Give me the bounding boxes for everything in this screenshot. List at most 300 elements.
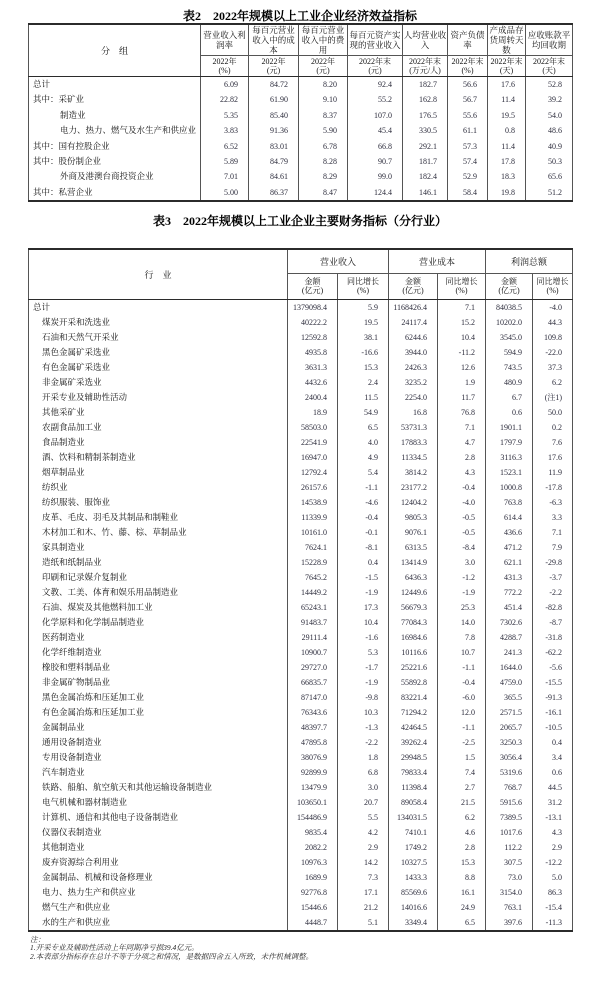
table-row xyxy=(29,675,573,690)
table-row xyxy=(29,495,573,510)
revenue-growth-value: -1.7 xyxy=(338,660,389,675)
revenue-growth-value: 14.2 xyxy=(338,855,389,870)
industry-label: 食品制造业 xyxy=(29,435,288,450)
industry-label: 金属制品业 xyxy=(29,720,288,735)
revenue-amount-value: 76343.6 xyxy=(288,705,338,720)
table-row xyxy=(29,185,573,201)
revenue-amount-value: 92899.9 xyxy=(288,765,338,780)
profit-growth-value: 4.3 xyxy=(533,825,573,840)
table3-sub-growth xyxy=(438,273,486,299)
cost-growth-value: -8.4 xyxy=(438,540,486,555)
profit-growth-value: 3.4 xyxy=(533,750,573,765)
profit-growth-value: -10.5 xyxy=(533,720,573,735)
revenue-per-capita-value: 181.7 xyxy=(403,154,448,169)
cost-amount-value: 6436.3 xyxy=(389,570,438,585)
revenue-amount-value: 40222.2 xyxy=(288,315,338,330)
profit-growth-value: 3.3 xyxy=(533,510,573,525)
cost-amount-value: 11398.4 xyxy=(389,780,438,795)
group-label: 其中：国有控股企业 xyxy=(29,139,201,154)
industry-label: 废弃资源综合利用业 xyxy=(29,855,288,870)
profit-growth-value: 5.0 xyxy=(533,870,573,885)
profit-growth-value: -12.2 xyxy=(533,855,573,870)
cost-amount-value: 79833.4 xyxy=(389,765,438,780)
revenue-amount-value: 47895.8 xyxy=(288,735,338,750)
expense-per-100-value: 8.20 xyxy=(299,77,348,93)
period-line: 2022年末 xyxy=(533,56,565,66)
cost-growth-value: 10.4 xyxy=(438,330,486,345)
revenue-amount-value: 14538.9 xyxy=(288,495,338,510)
profit-margin-value: 6.09 xyxy=(201,77,249,93)
industry-label: 金属制品、机械和设备修理业 xyxy=(29,870,288,885)
table-row xyxy=(29,855,573,870)
revenue-per-capita-value: 162.8 xyxy=(403,92,448,107)
sub-label: 金额 xyxy=(304,276,321,286)
table-row xyxy=(29,570,573,585)
profit-amount-value: 1000.8 xyxy=(486,480,533,495)
revenue-amount-value: 65243.1 xyxy=(288,600,338,615)
table3-group-total-profit: 利润总额 xyxy=(486,249,573,273)
table-row xyxy=(29,465,573,480)
table3-stub-header: 行 业 xyxy=(29,249,288,299)
profit-margin-value: 3.83 xyxy=(201,123,249,138)
profit-growth-value: -6.3 xyxy=(533,495,573,510)
revenue-amount-value: 13479.9 xyxy=(288,780,338,795)
profit-amount-value: 84038.5 xyxy=(486,299,533,315)
industry-label: 非金属矿物制品业 xyxy=(29,675,288,690)
table-row xyxy=(29,420,573,435)
revenue-per-capita-value: 330.5 xyxy=(403,123,448,138)
table-row xyxy=(29,77,573,93)
industry-label: 家具制造业 xyxy=(29,540,288,555)
table-row xyxy=(29,720,573,735)
cost-amount-value: 56679.3 xyxy=(389,600,438,615)
receivables-recovery-value: 65.6 xyxy=(526,169,573,184)
revenue-per-100-assets-value: 99.0 xyxy=(348,169,403,184)
profit-amount-value: 4759.0 xyxy=(486,675,533,690)
cost-amount-value: 3814.2 xyxy=(389,465,438,480)
cost-growth-value: 7.1 xyxy=(438,420,486,435)
inventory-turnover-days-value: 11.4 xyxy=(488,139,526,154)
table3-sub-growth xyxy=(338,273,389,299)
revenue-amount-value: 12592.8 xyxy=(288,330,338,345)
sub-unit: (%) xyxy=(357,286,369,296)
receivables-recovery-value: 51.2 xyxy=(526,185,573,201)
cost-per-100-value: 84.61 xyxy=(249,169,299,184)
table-row xyxy=(29,375,573,390)
cost-growth-value: 6.2 xyxy=(438,810,486,825)
revenue-growth-value: 4.9 xyxy=(338,450,389,465)
revenue-growth-value: -16.6 xyxy=(338,345,389,360)
revenue-amount-value: 1689.9 xyxy=(288,870,338,885)
revenue-per-100-assets-value: 124.4 xyxy=(348,185,403,201)
profit-growth-value: -22.0 xyxy=(533,345,573,360)
revenue-amount-value: 4935.8 xyxy=(288,345,338,360)
table2-col-revenue-per-100-assets: 每百元资产实现的营业收入 xyxy=(348,24,403,56)
revenue-amount-value: 7645.2 xyxy=(288,570,338,585)
group-label: 电力、热力、燃气及水生产和供应业 xyxy=(29,123,201,138)
revenue-amount-value: 12792.4 xyxy=(288,465,338,480)
profit-amount-value: 772.2 xyxy=(486,585,533,600)
table-row xyxy=(29,885,573,900)
industry-label: 电气机械和器材制造业 xyxy=(29,795,288,810)
profit-amount-value: 2571.5 xyxy=(486,705,533,720)
revenue-growth-value: 21.2 xyxy=(338,900,389,915)
asset-liability-ratio-value: 57.3 xyxy=(448,139,488,154)
cost-amount-value: 77084.3 xyxy=(389,615,438,630)
table2-unit-cell xyxy=(403,56,448,77)
profit-growth-value: 0.2 xyxy=(533,420,573,435)
cost-growth-value: 10.7 xyxy=(438,645,486,660)
unit-line: (元) xyxy=(368,66,382,75)
asset-liability-ratio-value: 61.1 xyxy=(448,123,488,138)
revenue-amount-value: 103650.1 xyxy=(288,795,338,810)
footnote-item: 2.本表部分指标存在总计不等于分项之和情况，是数据四舍五入所致，未作机械调整。 xyxy=(30,951,314,961)
industry-label: 总计 xyxy=(29,299,288,315)
industry-label: 文教、工美、体育和娱乐用品制造业 xyxy=(29,585,288,600)
industry-label: 纺织业 xyxy=(29,480,288,495)
receivables-recovery-value: 39.2 xyxy=(526,92,573,107)
cost-growth-value: -0.5 xyxy=(438,525,486,540)
revenue-growth-value: 20.7 xyxy=(338,795,389,810)
cost-growth-value: 12.0 xyxy=(438,705,486,720)
table-row xyxy=(29,765,573,780)
profit-growth-value: -15.4 xyxy=(533,900,573,915)
period-line: 2022年 xyxy=(212,56,237,66)
period-line: 2022年 xyxy=(261,56,286,66)
profit-growth-value: 7.9 xyxy=(533,540,573,555)
unit-line: (%) xyxy=(461,66,474,75)
industry-label: 造纸和纸制品业 xyxy=(29,555,288,570)
expense-per-100-value: 8.47 xyxy=(299,185,348,201)
cost-growth-value: 7.8 xyxy=(438,630,486,645)
unit-line: (天) xyxy=(499,66,514,75)
expense-per-100-value: 5.90 xyxy=(299,123,348,138)
profit-amount-value: 0.6 xyxy=(486,405,533,420)
table-row xyxy=(29,139,573,154)
profit-amount-value: 6.7 xyxy=(486,390,533,405)
asset-liability-ratio-value: 57.4 xyxy=(448,154,488,169)
profit-amount-value: 763.1 xyxy=(486,900,533,915)
revenue-per-100-assets-value: 66.8 xyxy=(348,139,403,154)
revenue-amount-value: 29727.0 xyxy=(288,660,338,675)
cost-growth-value: 6.5 xyxy=(438,915,486,931)
group-label: 总计 xyxy=(29,77,201,93)
table2-col-asset-liability-ratio: 资产负债率 xyxy=(448,24,488,56)
table-row xyxy=(29,154,573,169)
profit-amount-value: 2065.7 xyxy=(486,720,533,735)
cost-growth-value: 4.7 xyxy=(438,435,486,450)
footnote-item: 1.开采专业及辅助性活动上年同期净亏损39.4亿元。 xyxy=(30,943,199,953)
revenue-amount-value: 14449.2 xyxy=(288,585,338,600)
profit-growth-value: -8.7 xyxy=(533,615,573,630)
industry-label: 开采专业及辅助性活动 xyxy=(29,390,288,405)
profit-amount-value: 436.6 xyxy=(486,525,533,540)
cost-amount-value: 12449.6 xyxy=(389,585,438,600)
cost-growth-value: 15.2 xyxy=(438,315,486,330)
cost-amount-value: 6313.5 xyxy=(389,540,438,555)
revenue-amount-value: 7624.1 xyxy=(288,540,338,555)
profit-amount-value: 621.1 xyxy=(486,555,533,570)
industry-label: 纺织服装、服饰业 xyxy=(29,495,288,510)
profit-amount-value: 594.9 xyxy=(486,345,533,360)
profit-margin-value: 7.01 xyxy=(201,169,249,184)
cost-growth-value: -1.2 xyxy=(438,570,486,585)
cost-amount-value: 16.8 xyxy=(389,405,438,420)
table-row xyxy=(29,540,573,555)
cost-growth-value: 1.9 xyxy=(438,375,486,390)
table3-group-operating-cost: 营业成本 xyxy=(389,249,486,273)
table3-title: 表3 2022年规模以上工业企业主要财务指标（分行业） xyxy=(152,214,447,229)
cost-amount-value: 7410.1 xyxy=(389,825,438,840)
expense-per-100-value: 9.10 xyxy=(299,92,348,107)
table-row xyxy=(29,315,573,330)
industry-label: 酒、饮料和精制茶制造业 xyxy=(29,450,288,465)
revenue-growth-value: -1.1 xyxy=(338,480,389,495)
profit-amount-value: 365.5 xyxy=(486,690,533,705)
profit-amount-value: 3116.3 xyxy=(486,450,533,465)
table3-header xyxy=(29,249,573,299)
cost-amount-value: 85569.6 xyxy=(389,885,438,900)
cost-amount-value: 12404.2 xyxy=(389,495,438,510)
cost-growth-value: 12.6 xyxy=(438,360,486,375)
industry-label: 有色金属矿采选业 xyxy=(29,360,288,375)
profit-growth-value: -3.7 xyxy=(533,570,573,585)
receivables-recovery-value: 40.9 xyxy=(526,139,573,154)
profit-amount-value: 7389.5 xyxy=(486,810,533,825)
industry-label: 黑色金属冶炼和压延加工业 xyxy=(29,690,288,705)
unit-line: (万元/人) xyxy=(409,66,441,75)
cost-per-100-value: 84.72 xyxy=(249,77,299,93)
revenue-growth-value: 4.2 xyxy=(338,825,389,840)
revenue-growth-value: -2.2 xyxy=(338,735,389,750)
revenue-per-capita-value: 146.1 xyxy=(403,185,448,201)
cost-amount-value: 24117.4 xyxy=(389,315,438,330)
revenue-amount-value: 48397.7 xyxy=(288,720,338,735)
cost-growth-value: -1.1 xyxy=(438,660,486,675)
table-row xyxy=(29,615,573,630)
table-row xyxy=(29,510,573,525)
industry-label: 计算机、通信和其他电子设备制造业 xyxy=(29,810,288,825)
table-row xyxy=(29,525,573,540)
cost-growth-value: -1.9 xyxy=(438,585,486,600)
profit-growth-value: 109.8 xyxy=(533,330,573,345)
profit-growth-value: 7.1 xyxy=(533,525,573,540)
profit-growth-value: -2.2 xyxy=(533,585,573,600)
revenue-growth-value: -1.9 xyxy=(338,675,389,690)
revenue-growth-value: 2.9 xyxy=(338,840,389,855)
table-row xyxy=(29,630,573,645)
revenue-amount-value: 26157.6 xyxy=(288,480,338,495)
unit-line: (元) xyxy=(266,66,281,75)
profit-growth-value: -17.8 xyxy=(533,480,573,495)
industry-label: 黑色金属矿采选业 xyxy=(29,345,288,360)
profit-amount-value: 307.5 xyxy=(486,855,533,870)
revenue-amount-value: 58503.0 xyxy=(288,420,338,435)
revenue-growth-value: 2.4 xyxy=(338,375,389,390)
profit-amount-value: 471.2 xyxy=(486,540,533,555)
profit-amount-value: 5915.6 xyxy=(486,795,533,810)
cost-growth-value: 2.8 xyxy=(438,840,486,855)
table2-col-cost-per-100: 每百元营业收入中的成本 xyxy=(249,24,299,56)
inventory-turnover-days-value: 19.8 xyxy=(488,185,526,201)
cost-amount-value: 6244.6 xyxy=(389,330,438,345)
cost-amount-value: 2254.0 xyxy=(389,390,438,405)
group-label: 其中：股份制企业 xyxy=(29,154,201,169)
industry-label: 印刷和记录媒介复制业 xyxy=(29,570,288,585)
revenue-amount-value: 16947.0 xyxy=(288,450,338,465)
cost-growth-value: -11.2 xyxy=(438,345,486,360)
table-row xyxy=(29,330,573,345)
inventory-turnover-days-value: 0.8 xyxy=(488,123,526,138)
period-line: 2022年末 xyxy=(409,56,441,66)
profit-growth-value: -5.6 xyxy=(533,660,573,675)
table-row xyxy=(29,825,573,840)
table2-header xyxy=(29,24,573,77)
cost-amount-value: 14016.6 xyxy=(389,900,438,915)
table-row xyxy=(29,705,573,720)
profit-growth-value: 17.6 xyxy=(533,450,573,465)
table2-unit-cell xyxy=(249,56,299,77)
profit-amount-value: 397.6 xyxy=(486,915,533,931)
table3-sub-amount xyxy=(288,273,338,299)
expense-per-100-value: 8.28 xyxy=(299,154,348,169)
revenue-growth-value: 4.0 xyxy=(338,435,389,450)
group-label: 其中：私营企业 xyxy=(29,185,201,201)
cost-amount-value: 23177.2 xyxy=(389,480,438,495)
cost-amount-value: 9076.1 xyxy=(389,525,438,540)
profit-amount-value: 4288.7 xyxy=(486,630,533,645)
profit-growth-value: (注1) xyxy=(533,390,573,405)
industry-label: 水的生产和供应业 xyxy=(29,915,288,931)
cost-amount-value: 9805.3 xyxy=(389,510,438,525)
cost-amount-value: 10116.6 xyxy=(389,645,438,660)
profit-amount-value: 3056.4 xyxy=(486,750,533,765)
revenue-amount-value: 3631.3 xyxy=(288,360,338,375)
revenue-amount-value: 4432.6 xyxy=(288,375,338,390)
revenue-per-capita-value: 176.5 xyxy=(403,108,448,123)
industry-label: 皮革、毛皮、羽毛及其制品和制鞋业 xyxy=(29,510,288,525)
cost-amount-value: 3944.0 xyxy=(389,345,438,360)
footnotes xyxy=(30,936,600,962)
receivables-recovery-value: 50.3 xyxy=(526,154,573,169)
industry-label: 其他制造业 xyxy=(29,840,288,855)
cost-growth-value: -4.0 xyxy=(438,495,486,510)
table2-col-receivables-recovery: 应收账款平均回收期 xyxy=(526,24,573,56)
unit-line: (天) xyxy=(542,66,556,75)
cost-growth-value: 7.4 xyxy=(438,765,486,780)
revenue-amount-value: 2082.2 xyxy=(288,840,338,855)
revenue-growth-value: 17.1 xyxy=(338,885,389,900)
table3-financial-indicators-by-industry xyxy=(28,248,573,932)
revenue-amount-value: 15228.9 xyxy=(288,555,338,570)
cost-per-100-value: 85.40 xyxy=(249,108,299,123)
revenue-per-100-assets-value: 107.0 xyxy=(348,108,403,123)
revenue-growth-value: 1.8 xyxy=(338,750,389,765)
receivables-recovery-value: 54.0 xyxy=(526,108,573,123)
profit-growth-value: 0.4 xyxy=(533,735,573,750)
table3-group-operating-revenue: 营业收入 xyxy=(288,249,389,273)
cost-growth-value: 2.8 xyxy=(438,450,486,465)
industry-label: 化学纤维制造业 xyxy=(29,645,288,660)
revenue-per-100-assets-value: 45.4 xyxy=(348,123,403,138)
inventory-turnover-days-value: 17.8 xyxy=(488,154,526,169)
revenue-amount-value: 2400.4 xyxy=(288,390,338,405)
cost-amount-value: 71294.2 xyxy=(389,705,438,720)
sub-label: 金额 xyxy=(501,276,518,286)
revenue-growth-value: 5.4 xyxy=(338,465,389,480)
profit-growth-value: 6.2 xyxy=(533,375,573,390)
cost-amount-value: 83221.4 xyxy=(389,690,438,705)
profit-amount-value: 1797.9 xyxy=(486,435,533,450)
revenue-growth-value: -9.8 xyxy=(338,690,389,705)
revenue-growth-value: -1.6 xyxy=(338,630,389,645)
profit-margin-value: 5.89 xyxy=(201,154,249,169)
revenue-growth-value: 5.5 xyxy=(338,810,389,825)
industry-label: 电力、热力生产和供应业 xyxy=(29,885,288,900)
profit-amount-value: 1901.1 xyxy=(486,420,533,435)
cost-per-100-value: 91.36 xyxy=(249,123,299,138)
asset-liability-ratio-value: 56.6 xyxy=(448,77,488,93)
cost-amount-value: 134031.5 xyxy=(389,810,438,825)
profit-amount-value: 112.2 xyxy=(486,840,533,855)
cost-growth-value: 11.7 xyxy=(438,390,486,405)
period-line: 2022年 xyxy=(311,56,335,66)
group-label: 制造业 xyxy=(29,108,201,123)
revenue-amount-value: 15446.6 xyxy=(288,900,338,915)
sub-unit: (%) xyxy=(546,286,559,296)
asset-liability-ratio-value: 58.4 xyxy=(448,185,488,201)
profit-amount-value: 73.0 xyxy=(486,870,533,885)
table3-sub-amount xyxy=(486,273,533,299)
table2-title: 表2 2022年规模以上工业企业经济效益指标 xyxy=(182,9,417,23)
revenue-growth-value: 11.5 xyxy=(338,390,389,405)
cost-growth-value: 3.0 xyxy=(438,555,486,570)
profit-growth-value: 31.2 xyxy=(533,795,573,810)
profit-amount-value: 3250.3 xyxy=(486,735,533,750)
table-row xyxy=(29,360,573,375)
cost-amount-value: 1433.3 xyxy=(389,870,438,885)
cost-per-100-value: 84.79 xyxy=(249,154,299,169)
table-row xyxy=(29,735,573,750)
footnote-label: 注： xyxy=(30,934,45,944)
table-row xyxy=(29,585,573,600)
cost-amount-value: 1749.2 xyxy=(389,840,438,855)
table2-unit-cell xyxy=(488,56,526,77)
revenue-amount-value: 10900.7 xyxy=(288,645,338,660)
table-row xyxy=(29,840,573,855)
industry-label: 农副食品加工业 xyxy=(29,420,288,435)
cost-amount-value: 3235.2 xyxy=(389,375,438,390)
revenue-per-100-assets-value: 90.7 xyxy=(348,154,403,169)
profit-amount-value: 7302.6 xyxy=(486,615,533,630)
cost-growth-value: 25.3 xyxy=(438,600,486,615)
table2-economic-benefit-indicators xyxy=(28,23,573,202)
revenue-growth-value: -0.4 xyxy=(338,510,389,525)
table-row xyxy=(29,345,573,360)
profit-growth-value: -16.1 xyxy=(533,705,573,720)
revenue-growth-value: 10.4 xyxy=(338,615,389,630)
industry-label: 烟草制品业 xyxy=(29,465,288,480)
cost-growth-value: 1.5 xyxy=(438,750,486,765)
table-row xyxy=(29,299,573,315)
cost-growth-value: -0.4 xyxy=(438,480,486,495)
industry-label: 铁路、船舶、航空航天和其他运输设备制造业 xyxy=(29,780,288,795)
cost-amount-value: 11334.5 xyxy=(389,450,438,465)
table3-body xyxy=(29,299,573,931)
sub-label: 同比增长 xyxy=(445,276,478,286)
industry-label: 木材加工和木、竹、藤、棕、草制品业 xyxy=(29,525,288,540)
expense-per-100-value: 8.37 xyxy=(299,108,348,123)
